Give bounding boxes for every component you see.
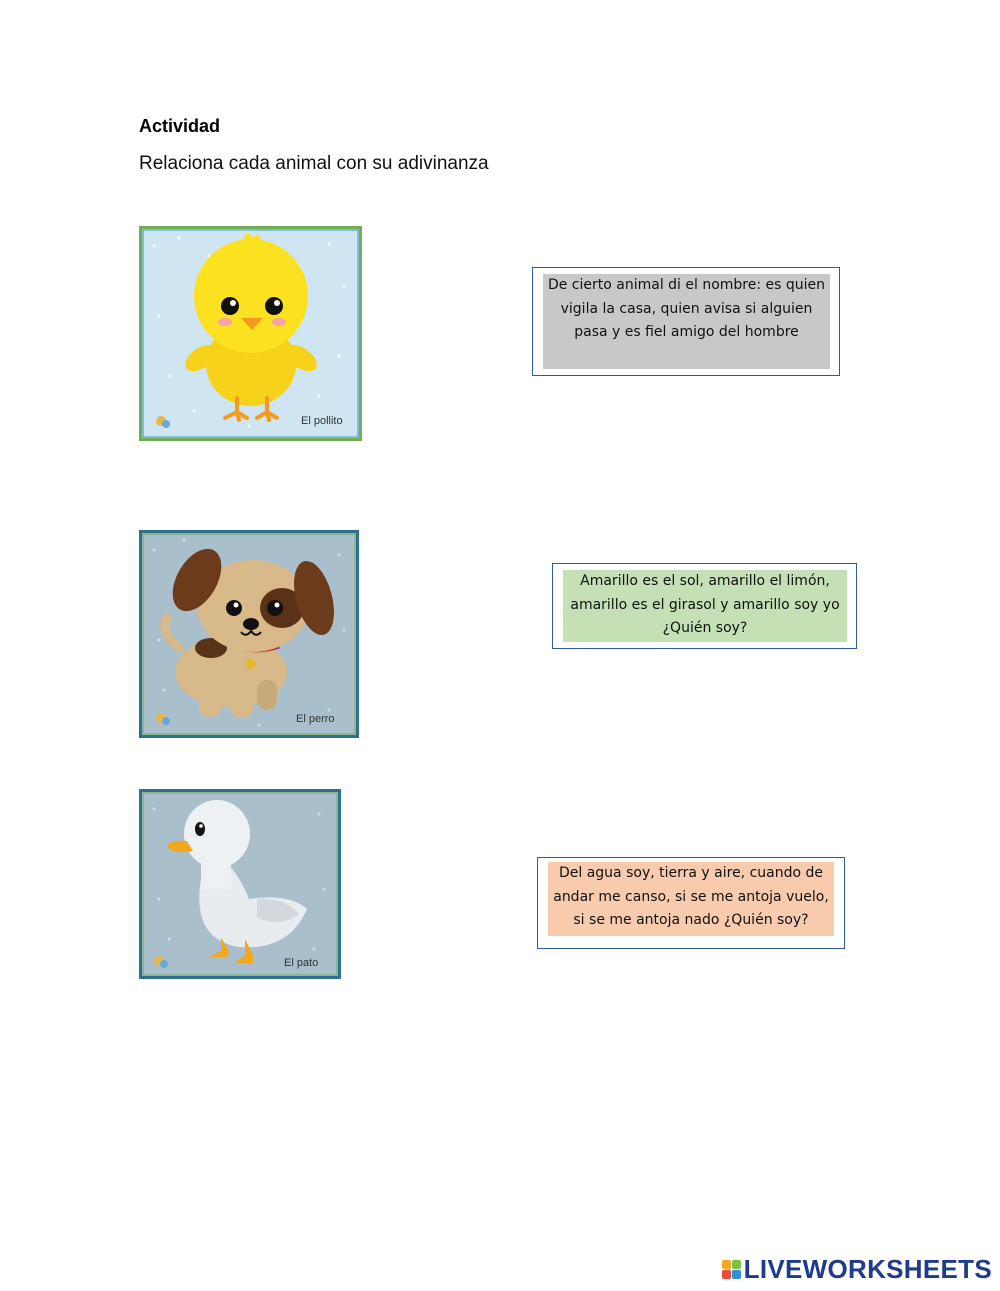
animal-card-dog[interactable] (139, 530, 359, 738)
chick-illustration (139, 226, 362, 441)
activity-title: Actividad (139, 116, 221, 136)
liveworksheets-icon (722, 1260, 741, 1279)
animal-label: El pollito (301, 415, 343, 427)
riddle-text: Amarillo es el sol, amarillo el limón, amarillo es el girasol y amarillo soy yo ¿Quién soy? (563, 570, 847, 642)
riddle-box-chick[interactable] (552, 563, 857, 649)
riddle-text: De cierto animal di el nombre: es quien vigila la casa, quien avisa si alguien pasa y es fiel amigo del hombre (543, 274, 830, 369)
animal-card-duck[interactable] (139, 789, 341, 979)
duck-illustration (139, 789, 341, 979)
animal-card-chick[interactable] (139, 226, 362, 441)
riddle-box-duck[interactable] (537, 857, 845, 949)
animal-label: El perro (296, 713, 335, 725)
riddle-box-dog[interactable] (532, 267, 840, 376)
liveworksheets-logo (722, 1254, 992, 1285)
brand-name: LIVEWORKSHEETS (743, 1254, 992, 1284)
puppy-illustration (139, 530, 359, 738)
activity-instruction: Relaciona cada animal con su adivinanza (139, 153, 489, 174)
riddle-text: Del agua soy, tierra y aire, cuando de andar me canso, si se me antoja vuelo, si se me antoja nado ¿Quién soy? (548, 862, 834, 936)
animal-label: El pato (284, 957, 319, 969)
